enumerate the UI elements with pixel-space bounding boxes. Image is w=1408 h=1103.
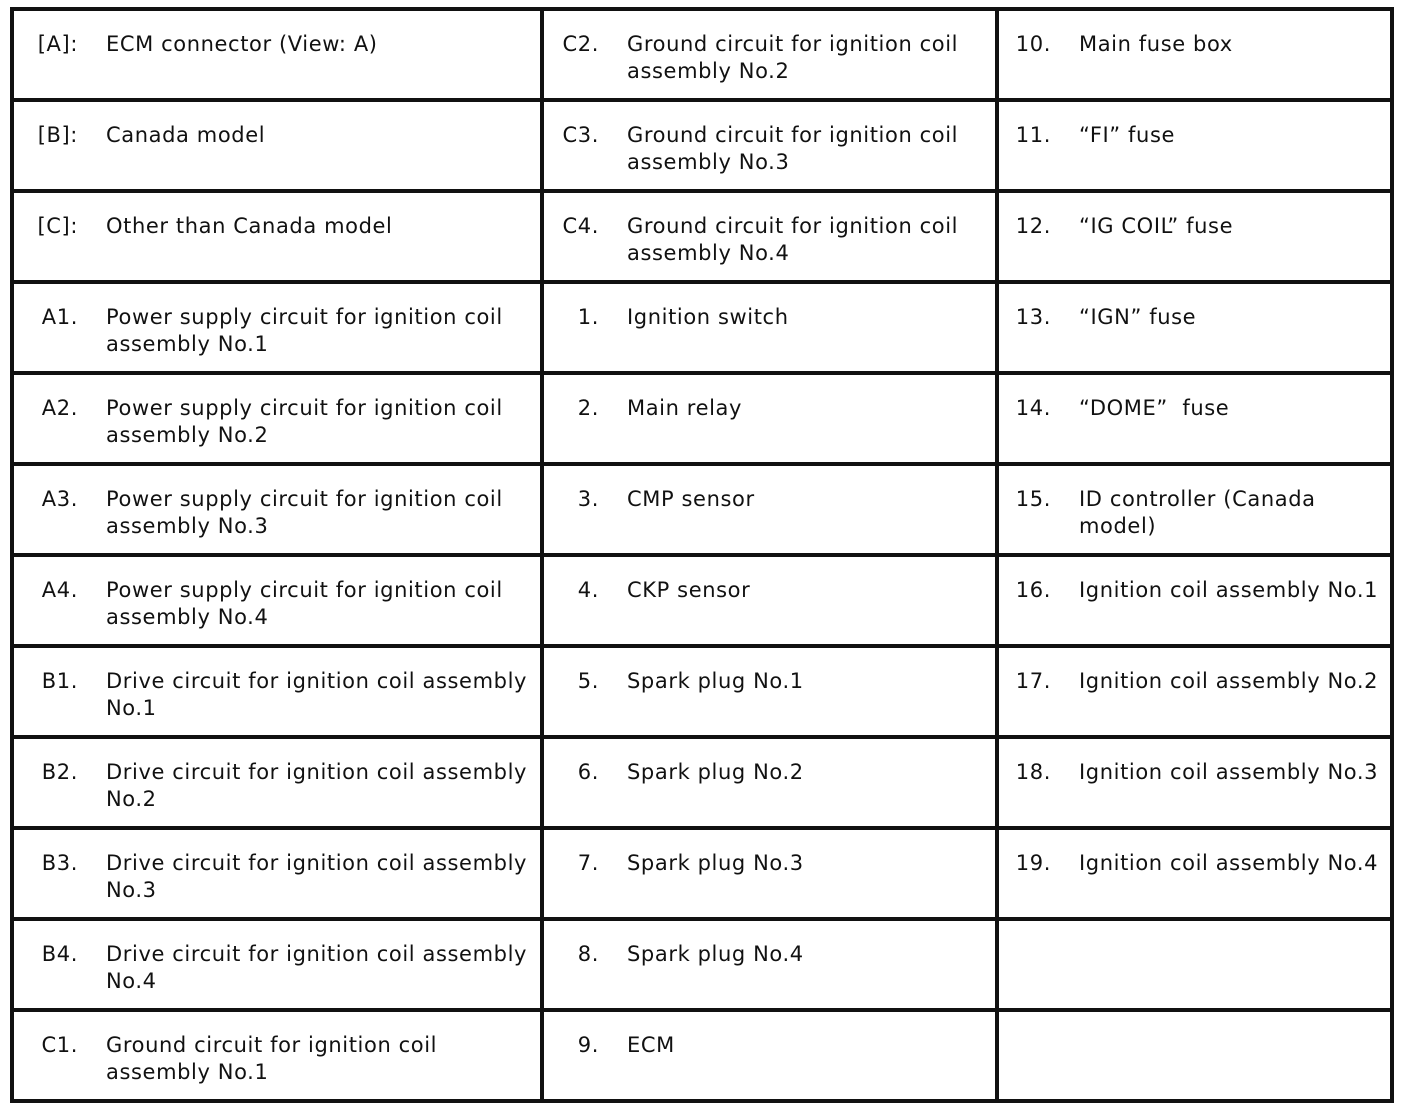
item-description: Ground circuit for ignition coil assembly No.2 [627, 32, 959, 83]
table-cell [542, 1010, 997, 1101]
item-description: Ignition switch [627, 305, 789, 329]
item-number: 4. [577, 578, 599, 602]
table-cell [997, 828, 1392, 919]
table-cell [997, 737, 1392, 828]
item-description: CMP sensor [627, 487, 755, 511]
item-description: Drive circuit for ignition coil assembly No.2 [106, 760, 528, 811]
item-number: 8. [577, 942, 599, 966]
item-number: 18. [1015, 760, 1051, 784]
item-description: Ground circuit for ignition coil assembly No.4 [627, 214, 959, 265]
item-description: CKP sensor [627, 578, 751, 602]
table-row [12, 555, 1392, 646]
item-number: C2. [562, 32, 599, 56]
item-description: “IGN” fuse [1079, 305, 1197, 329]
table-cell [542, 737, 997, 828]
item-number: A1. [41, 305, 78, 329]
item-description: Ignition coil assembly No.3 [1079, 760, 1379, 784]
item-number: 9. [577, 1033, 599, 1057]
item-number: A2. [41, 396, 78, 420]
item-description: Ignition coil assembly No.4 [1079, 851, 1379, 875]
item-description: “DOME” fuse [1079, 396, 1230, 420]
item-number: A3. [41, 487, 78, 511]
item-description: Ground circuit for ignition coil assembly No.1 [106, 1033, 438, 1084]
item-description: Spark plug No.2 [627, 760, 804, 784]
item-number: C3. [562, 123, 599, 147]
item-description: Ignition coil assembly No.2 [1079, 669, 1379, 693]
table-cell [542, 555, 997, 646]
item-description: Canada model [106, 123, 266, 147]
item-description: ID controller (Canada model) [1079, 487, 1316, 538]
table-row [12, 919, 1392, 1010]
item-number: 17. [1015, 669, 1051, 693]
table-cell [997, 191, 1392, 282]
item-description: Spark plug No.4 [627, 942, 804, 966]
table-row [12, 464, 1392, 555]
table-cell [542, 282, 997, 373]
item-description: ECM connector (View: A) [106, 32, 378, 56]
table-cell [542, 464, 997, 555]
item-number: B3. [41, 851, 78, 875]
item-description: Main fuse box [1079, 32, 1233, 56]
table-cell [997, 373, 1392, 464]
table-cell [997, 282, 1392, 373]
table-row [12, 828, 1392, 919]
item-description: Ignition coil assembly No.1 [1079, 578, 1379, 602]
table-cell [12, 373, 542, 464]
table-cell [12, 828, 542, 919]
table-cell [997, 9, 1392, 100]
item-number: 11. [1015, 123, 1051, 147]
table-cell [12, 9, 542, 100]
table-cell [12, 646, 542, 737]
table-cell [542, 191, 997, 282]
item-description: Main relay [627, 396, 743, 420]
table-cell [542, 646, 997, 737]
item-description: “IG COIL” fuse [1079, 214, 1234, 238]
item-description: “FI” fuse [1079, 123, 1176, 147]
empty-cell [997, 919, 1392, 1010]
item-number: C4. [562, 214, 599, 238]
item-number: 16. [1015, 578, 1051, 602]
item-description: Other than Canada model [106, 214, 393, 238]
item-description: Drive circuit for ignition coil assembly No.4 [106, 942, 528, 993]
item-number: 7. [577, 851, 599, 875]
table-cell [12, 737, 542, 828]
item-number: [B]: [37, 123, 78, 147]
table-cell [542, 373, 997, 464]
legend-table [10, 7, 1394, 1103]
item-number: 5. [577, 669, 599, 693]
table-cell [542, 9, 997, 100]
item-number: 14. [1015, 396, 1051, 420]
table-cell [12, 282, 542, 373]
item-number: [C]: [37, 214, 78, 238]
item-number: 10. [1015, 32, 1051, 56]
item-description: Drive circuit for ignition coil assembly No.1 [106, 669, 528, 720]
empty-cell [997, 1010, 1392, 1101]
table-cell [12, 919, 542, 1010]
table-cell [997, 646, 1392, 737]
item-number: 1. [577, 305, 599, 329]
item-number: 13. [1015, 305, 1051, 329]
item-number: [A]: [37, 32, 78, 56]
table-cell [542, 828, 997, 919]
item-number: 3. [577, 487, 599, 511]
item-description: Spark plug No.1 [627, 669, 804, 693]
table-cell [12, 191, 542, 282]
item-description: Ground circuit for ignition coil assembly No.3 [627, 123, 959, 174]
item-number: 15. [1015, 487, 1051, 511]
item-number: 2. [577, 396, 599, 420]
table-cell [997, 100, 1392, 191]
table-cell [12, 464, 542, 555]
table-cell [12, 555, 542, 646]
item-description: Drive circuit for ignition coil assembly No.3 [106, 851, 528, 902]
item-number: C1. [41, 1033, 78, 1057]
table-row [12, 282, 1392, 373]
item-description: Power supply circuit for ignition coil assembly No.2 [106, 396, 503, 447]
table-cell [997, 555, 1392, 646]
table-cell [542, 919, 997, 1010]
table-row [12, 100, 1392, 191]
item-number: A4. [41, 578, 78, 602]
table-cell [997, 464, 1392, 555]
table-cell [12, 1010, 542, 1101]
item-description: Power supply circuit for ignition coil assembly No.1 [106, 305, 503, 356]
item-description: Power supply circuit for ignition coil assembly No.3 [106, 487, 503, 538]
item-number: B1. [41, 669, 78, 693]
item-description: ECM [627, 1033, 675, 1057]
legend-body [12, 9, 1392, 1101]
table-row [12, 191, 1392, 282]
table-row [12, 1010, 1392, 1101]
table-row [12, 9, 1392, 100]
item-number: 12. [1015, 214, 1051, 238]
item-description: Spark plug No.3 [627, 851, 804, 875]
table-row [12, 646, 1392, 737]
item-description: Power supply circuit for ignition coil assembly No.4 [106, 578, 503, 629]
table-row [12, 373, 1392, 464]
item-number: B4. [41, 942, 78, 966]
item-number: 19. [1015, 851, 1051, 875]
table-cell [542, 100, 997, 191]
item-number: B2. [41, 760, 78, 784]
table-row [12, 737, 1392, 828]
table-cell [12, 100, 542, 191]
item-number: 6. [577, 760, 599, 784]
